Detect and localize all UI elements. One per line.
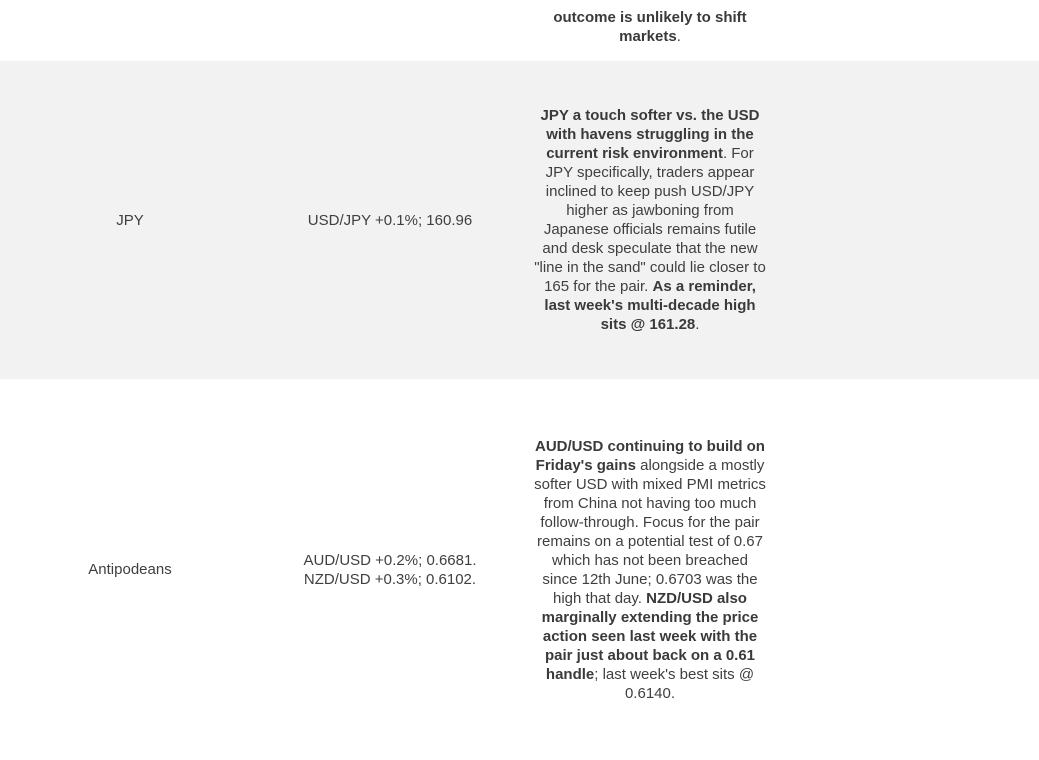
- currency-cell: [0, 379, 260, 760]
- currency-cell: [0, 0, 260, 61]
- level-value: NZD/USD +0.3%; 0.6102.: [303, 570, 477, 588]
- comment-cell: [520, 61, 780, 379]
- table-row: [0, 0, 1039, 61]
- comment-segment: alongside a mostly softer USD with mixed PMI metrics from China not having too much follow-through. Focus for the pair remains on a potential test of 0.67 which has not been breached since 12th June; 0.6703 was the high that day.: [534, 456, 766, 607]
- level-value: AUD/USD +0.2%; 0.6681.: [303, 551, 477, 569]
- table-row: [0, 61, 1039, 379]
- levels-cell: [260, 379, 520, 760]
- comment-bold-segment: JPY a touch softer vs. the USD with havens struggling in the current risk environment: [540, 107, 760, 162]
- comment-segment: . For JPY specifically, traders appear inclined to keep push USD/JPY higher as jawboning from Japanese officials remains futile and desk speculate that the new "line in the sand" could lie closer to 165 for the pair.: [534, 145, 766, 295]
- comment-cell: [520, 0, 780, 61]
- comment-text: [534, 106, 766, 334]
- comment-bold-segment: NZD/USD also marginally extending the price action seen last week with the pair just about back on a 0.61 handle: [541, 589, 759, 683]
- comment-cell: [520, 379, 780, 760]
- comment-segment: ; last week's best sits @ 0.6140.: [594, 665, 755, 702]
- currency-cell: [0, 61, 260, 379]
- comment-segment: .: [695, 316, 700, 333]
- levels-cell: [260, 61, 520, 379]
- currency-label: JPY: [116, 211, 144, 229]
- comment-bold-segment: As a reminder, last week's multi-decade high sits @ 161.28: [544, 278, 756, 333]
- levels-cell: [260, 0, 520, 61]
- comment-text: [534, 437, 766, 703]
- level-value: USD/JPY +0.1%; 160.96: [307, 211, 473, 229]
- comment-bold-segment: outcome is unlikely to shift markets: [553, 9, 747, 45]
- comment-segment: .: [676, 28, 681, 45]
- comment-text: [534, 8, 766, 46]
- comment-bold-segment: AUD/USD continuing to build on Friday's gains: [535, 437, 765, 474]
- currency-label: Antipodeans: [88, 561, 172, 578]
- table-row: [0, 379, 1039, 760]
